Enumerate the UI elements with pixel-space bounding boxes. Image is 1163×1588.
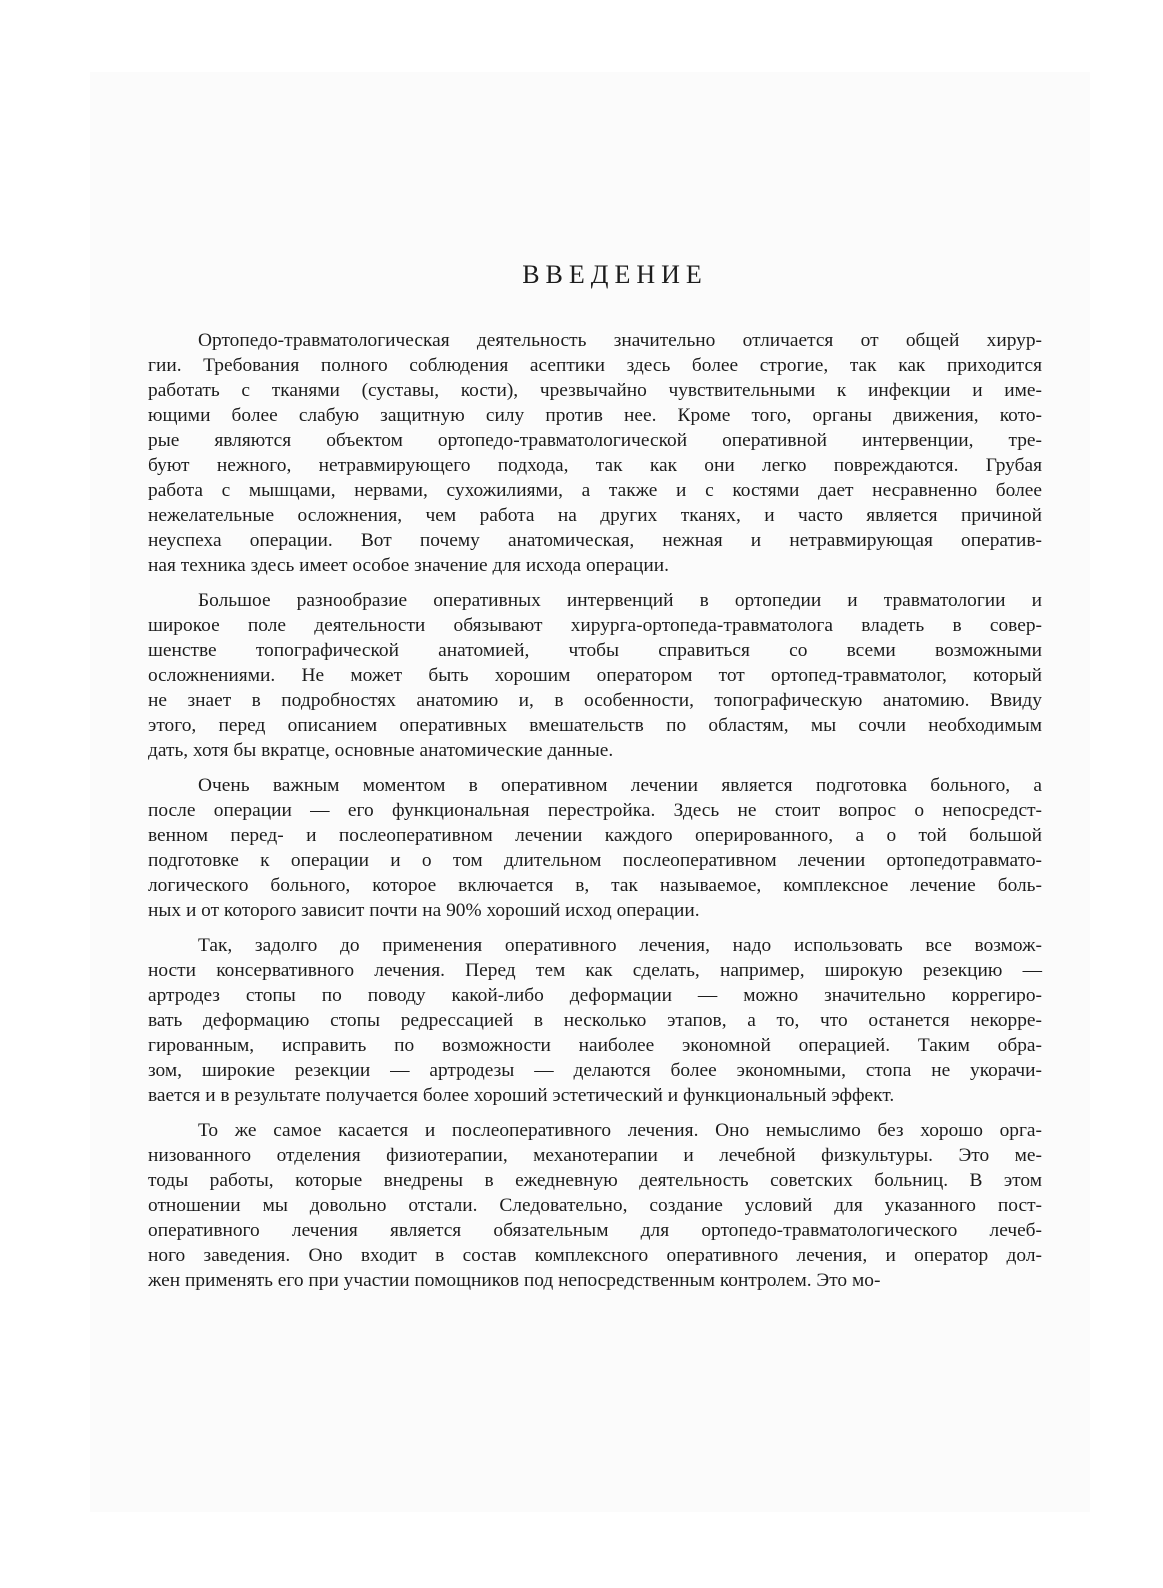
text-line: после операции — его функциональная перестройка. Здесь не стоит вопрос о непосредст-	[148, 800, 1042, 821]
text-line: неуспеха операции. Вот почему анатомическая, нежная и нетравмирующая оператив-	[148, 530, 1042, 551]
text-line: Так, задолго до применения оперативного лечения, надо использовать все возмож-	[198, 935, 1042, 956]
text-line: артродез стопы по поводу какой-либо деформации — можно значительно коррегиро-	[148, 985, 1042, 1006]
text-line: работать с тканями (суставы, кости), чрезвычайно чувствительными к инфекции и име-	[148, 380, 1042, 401]
text-line: тоды работы, которые внедрены в ежедневную деятельность советских больниц. В этом	[148, 1170, 1042, 1191]
text-line: этого, перед описанием оперативных вмешательств по областям, мы сочли необходимым	[148, 715, 1042, 736]
text-line: жен применять его при участии помощников под непосредственным контролем. Это мо-	[148, 1270, 881, 1291]
text-line: подготовке к операции и о том длительном послеоперативном лечении ортопедотравмато-	[148, 850, 1042, 871]
chapter-title: ВВЕДЕНИЕ	[522, 260, 708, 289]
paragraph	[148, 773, 1042, 923]
paragraph	[148, 1118, 1042, 1293]
text-line: буют нежного, нетравмирующего подхода, так как они легко повреждаются. Грубая	[148, 455, 1042, 476]
text-line: венном перед- и послеоперативном лечении каждого оперированного, а о той большой	[148, 825, 1042, 846]
text-line: широкое поле деятельности обязывают хирурга-ортопеда-травматолога владеть в совер-	[148, 615, 1042, 636]
paragraph	[148, 328, 1042, 578]
text-line: гированным, исправить по возможности наиболее экономной операцией. Таким обра-	[148, 1035, 1042, 1056]
text-line: вать деформацию стопы редрессацией в несколько этапов, а то, что останется некорре-	[148, 1010, 1042, 1031]
text-line: рые являются объектом ортопедо-травматологической оперативной интервенции, тре-	[148, 430, 1042, 451]
text-line: дать, хотя бы вкратце, основные анатомические данные.	[148, 740, 614, 761]
text-line: не знает в подробностях анатомию и, в особенности, топографическую анатомию. Ввиду	[148, 690, 1042, 711]
text-line: низованного отделения физиотерапии, механотерапии и лечебной физкультуры. Это ме-	[148, 1145, 1042, 1166]
text-line: Очень важным моментом в оперативном лечении является подготовка больного, а	[198, 775, 1042, 796]
text-line: ющими более слабую защитную силу против нее. Кроме того, органы движения, кото-	[148, 405, 1042, 426]
text-line: Большое разнообразие оперативных интервенций в ортопедии и травматологии и	[198, 590, 1042, 611]
paragraph	[148, 588, 1042, 763]
body-text	[148, 328, 1042, 1293]
text-line: ности консервативного лечения. Перед тем как сделать, например, широкую резекцию —	[148, 960, 1042, 981]
text-line: осложнениями. Не может быть хорошим оператором тот ортопед-травматолог, который	[148, 665, 1042, 686]
text-line: То же самое касается и послеоперативного лечения. Оно немыслимо без хорошо орга-	[198, 1120, 1042, 1141]
text-line: Ортопедо-травматологическая деятельность значительно отличается от общей хирур-	[198, 330, 1042, 351]
text-line: ного заведения. Оно входит в состав комплексного оперативного лечения, и оператор дол-	[148, 1245, 1042, 1266]
text-line: ная техника здесь имеет особое значение для исхода операции.	[148, 555, 669, 576]
text-line: отношении мы довольно отстали. Следовательно, создание условий для указанного пост-	[148, 1195, 1042, 1216]
text-line: зом, широкие резекции — артродезы — делаются более экономными, стопа не укорачи-	[148, 1060, 1042, 1081]
text-line: ных и от которого зависит почти на 90% хороший исход операции.	[148, 900, 700, 921]
text-line: оперативного лечения является обязательным для ортопедо-травматологического лечеб-	[148, 1220, 1042, 1241]
page-content	[148, 260, 1042, 1303]
text-line: логического больного, которое включается в, так называемое, комплексное лечение боль-	[148, 875, 1042, 896]
paragraph	[148, 933, 1042, 1108]
text-line: шенстве топографической анатомией, чтобы справиться со всеми возможными	[148, 640, 1042, 661]
text-line: нежелательные осложнения, чем работа на других тканях, и часто является причиной	[148, 505, 1042, 526]
text-line: вается и в результате получается более хороший эстетический и функциональный эффект.	[148, 1085, 895, 1106]
text-line: гии. Требования полного соблюдения асептики здесь более строгие, так как приходится	[148, 355, 1042, 376]
text-line: работа с мышцами, нервами, сухожилиями, а также и с костями дает несравненно более	[148, 480, 1042, 501]
